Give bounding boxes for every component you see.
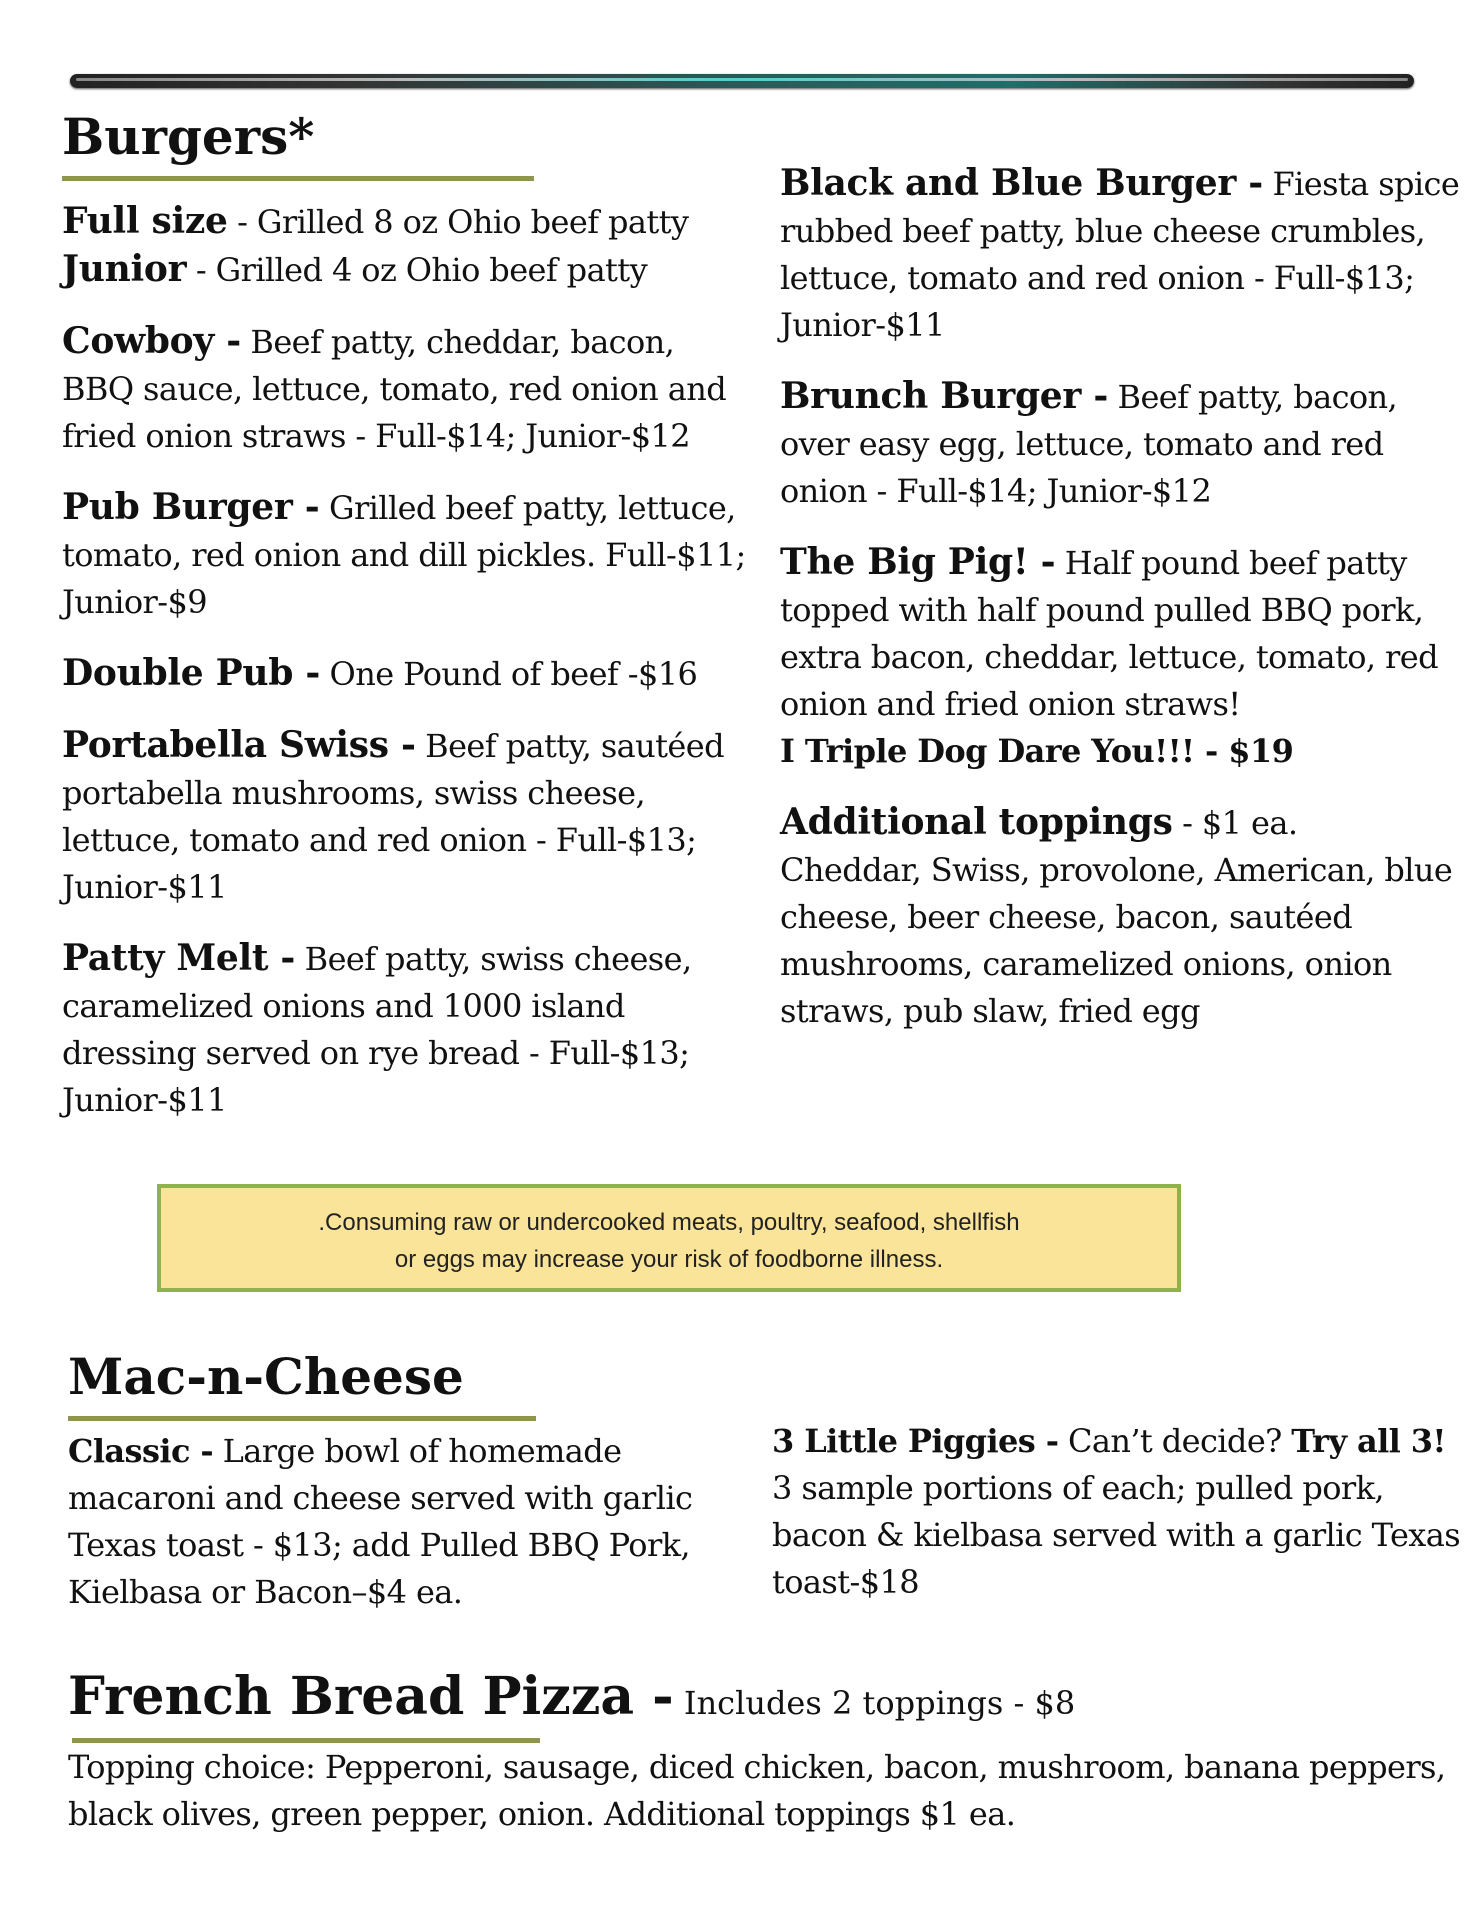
mac-title: Mac-n-Cheese <box>68 1347 464 1406</box>
menu-item-additional-toppings: Additional toppings - $1 ea. Cheddar, Swiss, provolone, American, blue cheese, beer cheese, bacon, sautéed mushrooms, caramelized onions, onion straws, pub slaw, fried egg <box>780 801 1453 1030</box>
toppings-list: Cheddar, Swiss, provolone, American, blue cheese, beer cheese, bacon, sautéed mushrooms, caramelized onions, onion straws, pub slaw, fried egg <box>780 851 1453 1030</box>
menu-item-patty-melt: Patty Melt - Beef patty, swiss cheese, caramelized onions and 1000 island dressing served on rye bread - Full-$13; Junior-$11 <box>62 937 692 1119</box>
pizza-subtitle: Includes 2 toppings - $8 <box>673 1684 1076 1722</box>
big-pig-dare: I Triple Dog Dare You!!! - $19 <box>780 732 1294 770</box>
menu-item-junior: Junior - Grilled 4 oz Ohio beef patty <box>62 248 648 290</box>
menu-item-pub-burger: Pub Burger - Grilled beef patty, lettuce, tomato, red onion and dill pickles. Full-$11; Junior-$9 <box>62 486 746 621</box>
menu-item-black-and-blue: Black and Blue Burger - Fiesta spice rubbed beef patty, blue cheese crumbles, lettuce, tomato and red onion - Full-$13; Junior-$11 <box>780 162 1460 344</box>
burgers-left-column <box>62 198 752 1124</box>
menu-item-classic: Classic - Large bowl of homemade macaroni and cheese served with garlic Texas toast - $13; add Pulled BBQ Pork, Kielbasa or Bacon–$4 ea. <box>68 1432 693 1611</box>
pizza-description: Topping choice: Pepperoni, sausage, diced chicken, bacon, mushroom, banana peppers, black olives, green pepper, onion. Additional toppings $1 ea. <box>68 1748 1446 1833</box>
pizza-title-underline <box>72 1738 540 1743</box>
mac-left-column <box>68 1428 758 1616</box>
menu-item-portabella-swiss: Portabella Swiss - Beef patty, sautéed portabella mushrooms, swiss cheese, lettuce, tomato and red onion - Full-$13; Junior-$11 <box>62 724 724 906</box>
menu-item-full-size: Full size - Grilled 8 oz Ohio beef patty <box>62 200 689 242</box>
food-safety-notice <box>157 1184 1181 1292</box>
burgers-title-underline <box>62 176 534 181</box>
menu-item-brunch-burger: Brunch Burger - Beef patty, bacon, over easy egg, lettuce, tomato and red onion - Full-$14; Junior-$12 <box>780 375 1398 510</box>
menu-item-big-pig: The Big Pig! - Half pound beef patty topped with half pound pulled BBQ pork, extra bacon, cheddar, lettuce, tomato, red onion and fried onion straws! I Triple Dog Dare You!!! - $19 <box>780 541 1438 770</box>
burgers-right-column <box>780 160 1460 1035</box>
burgers-title: Burgers* <box>62 107 315 166</box>
notice-line-1: .Consuming raw or undercooked meats, poultry, seafood, shellfish <box>318 1209 1020 1236</box>
pizza-title-line <box>68 1666 1075 1727</box>
notice-line-2: or eggs may increase your risk of foodborne illness. <box>394 1246 944 1273</box>
top-divider-bar <box>70 74 1414 88</box>
mac-title-underline <box>68 1416 536 1421</box>
mac-right-column <box>772 1418 1462 1606</box>
menu-item-3-little-piggies: 3 Little Piggies - Can’t decide? Try all 3! 3 sample portions of each; pulled pork, bacon & kielbasa served with a garlic Texas toast-$18 <box>772 1422 1461 1601</box>
pizza-title: French Bread Pizza - <box>68 1666 674 1727</box>
menu-item-double-pub: Double Pub - One Pound of beef -$16 <box>62 652 698 694</box>
menu-item-cowboy: Cowboy - Beef patty, cheddar, bacon, BBQ sauce, lettuce, tomato, red onion and fried onion straws - Full-$14; Junior-$12 <box>62 320 727 455</box>
